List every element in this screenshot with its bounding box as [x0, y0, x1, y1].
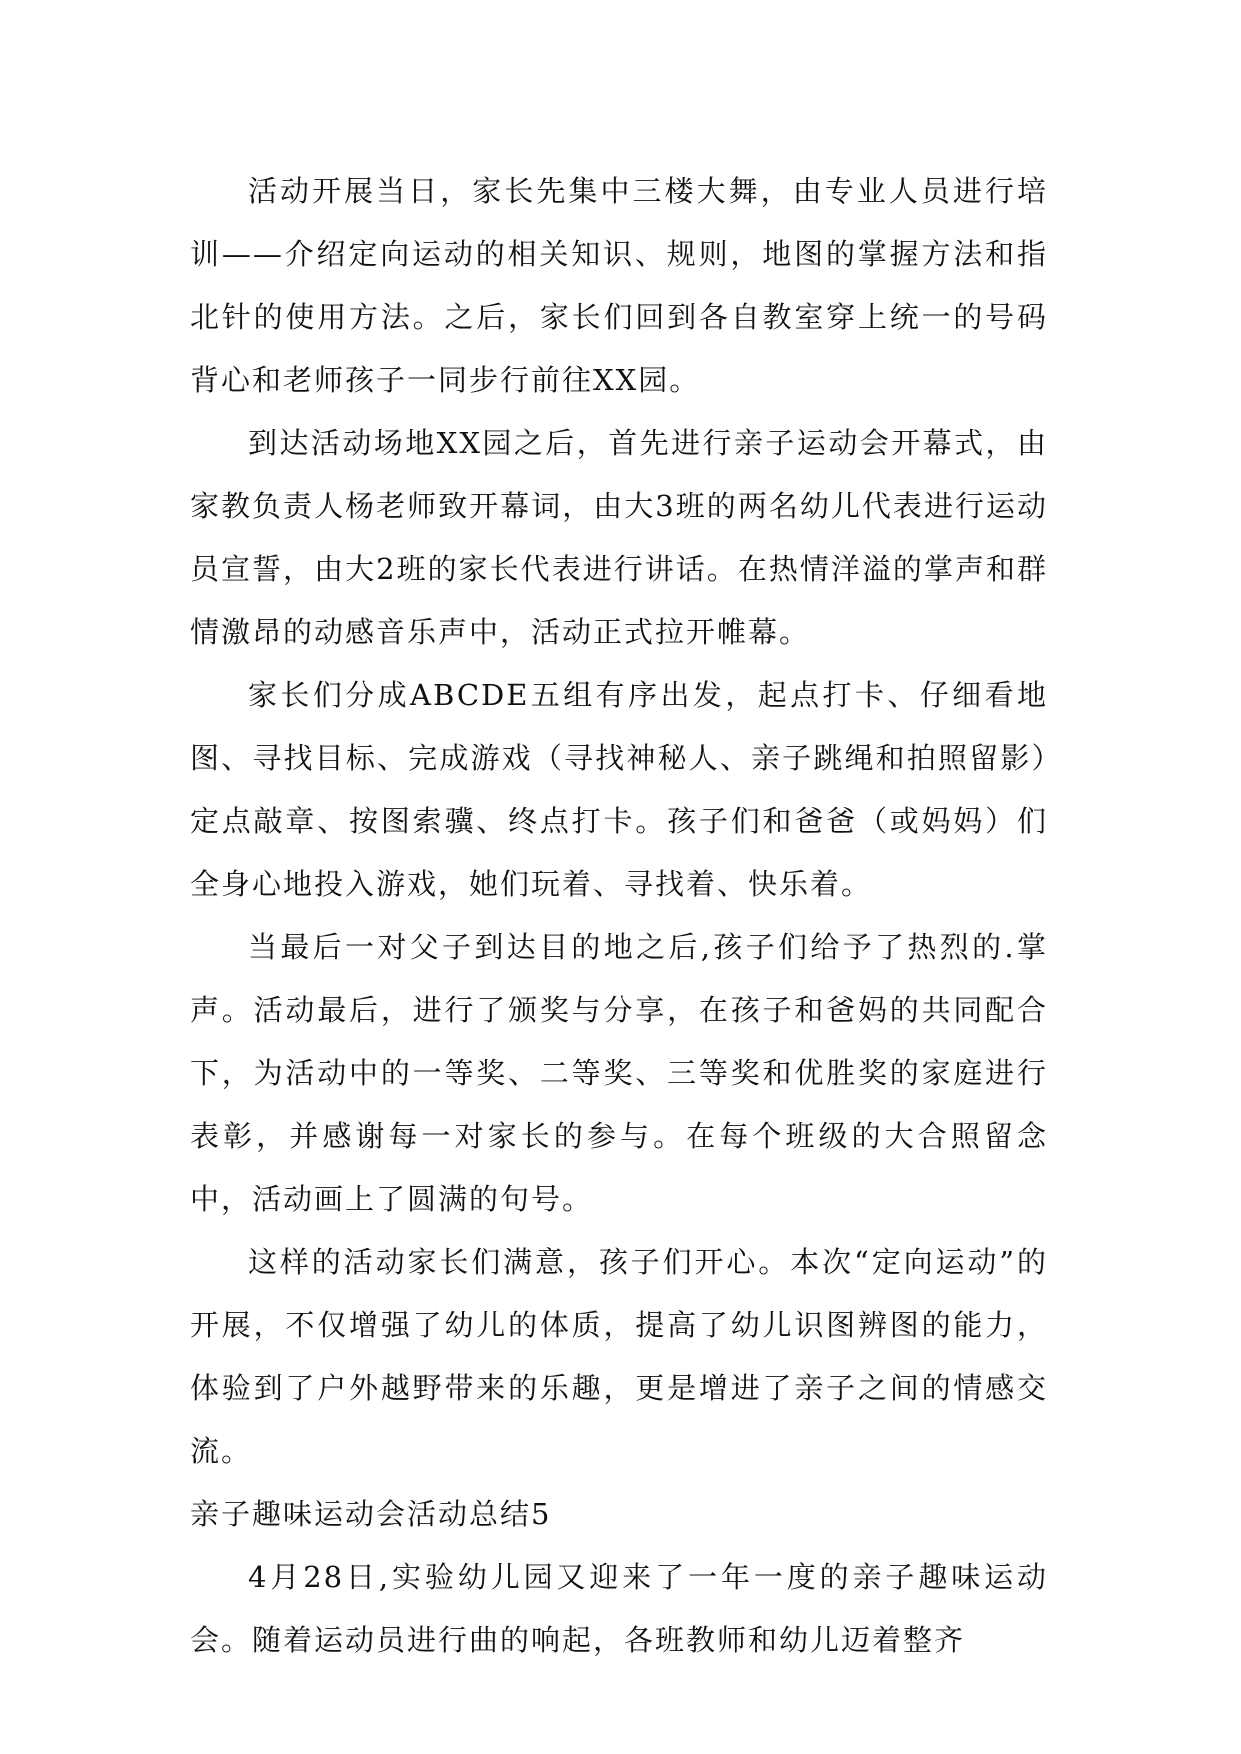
paragraph-group-departure: 家长们分成ABCDE五组有序出发，起点打卡、仔细看地图、寻找目标、完成游戏（寻找神秘人、亲子跳绳和拍照留影）定点敲章、按图索骥、终点打卡。孩子们和爸爸（或妈妈）们全身心地投入游戏，她们玩着、寻找着、快乐着。: [190, 678, 1048, 901]
paragraph-opening-ceremony: 到达活动场地XX园之后，首先进行亲子运动会开幕式，由家教负责人杨老师致开幕词，由大3班的两名幼儿代表进行运动员宣誓，由大2班的家长代表进行讲话。在热情洋溢的掌声和群情激昂的动感音乐声中，活动正式拉开帷幕。: [190, 426, 1048, 649]
paragraph-activity-training: 活动开展当日，家长先集中三楼大舞，由专业人员进行培训——介绍定向运动的相关知识、规则，地图的掌握方法和指北针的使用方法。之后，家长们回到各自教室穿上统一的号码背心和老师孩子一同步行前往XX园。: [190, 174, 1048, 397]
document-body: [190, 160, 1048, 1672]
paragraph-conclusion: 这样的活动家长们满意，孩子们开心。本次“定向运动”的开展，不仅增强了幼儿的体质，提高了幼儿识图辨图的能力，体验到了户外越野带来的乐趣，更是增进了亲子之间的情感交流。: [190, 1245, 1048, 1468]
section-heading: 亲子趣味运动会活动总结5: [190, 1497, 552, 1531]
paragraph-section-intro: 4月28日,实验幼儿园又迎来了一年一度的亲子趣味运动会。随着运动员进行曲的响起，各班教师和幼儿迈着整齐: [190, 1560, 1048, 1657]
paragraph-awards: 当最后一对父子到达目的地之后,孩子们给予了热烈的.掌声。活动最后，进行了颁奖与分享，在孩子和爸妈的共同配合下，为活动中的一等奖、二等奖、三等奖和优胜奖的家庭进行表彰，并感谢每一对家长的参与。在每个班级的大合照留念中，活动画上了圆满的句号。: [190, 930, 1048, 1216]
